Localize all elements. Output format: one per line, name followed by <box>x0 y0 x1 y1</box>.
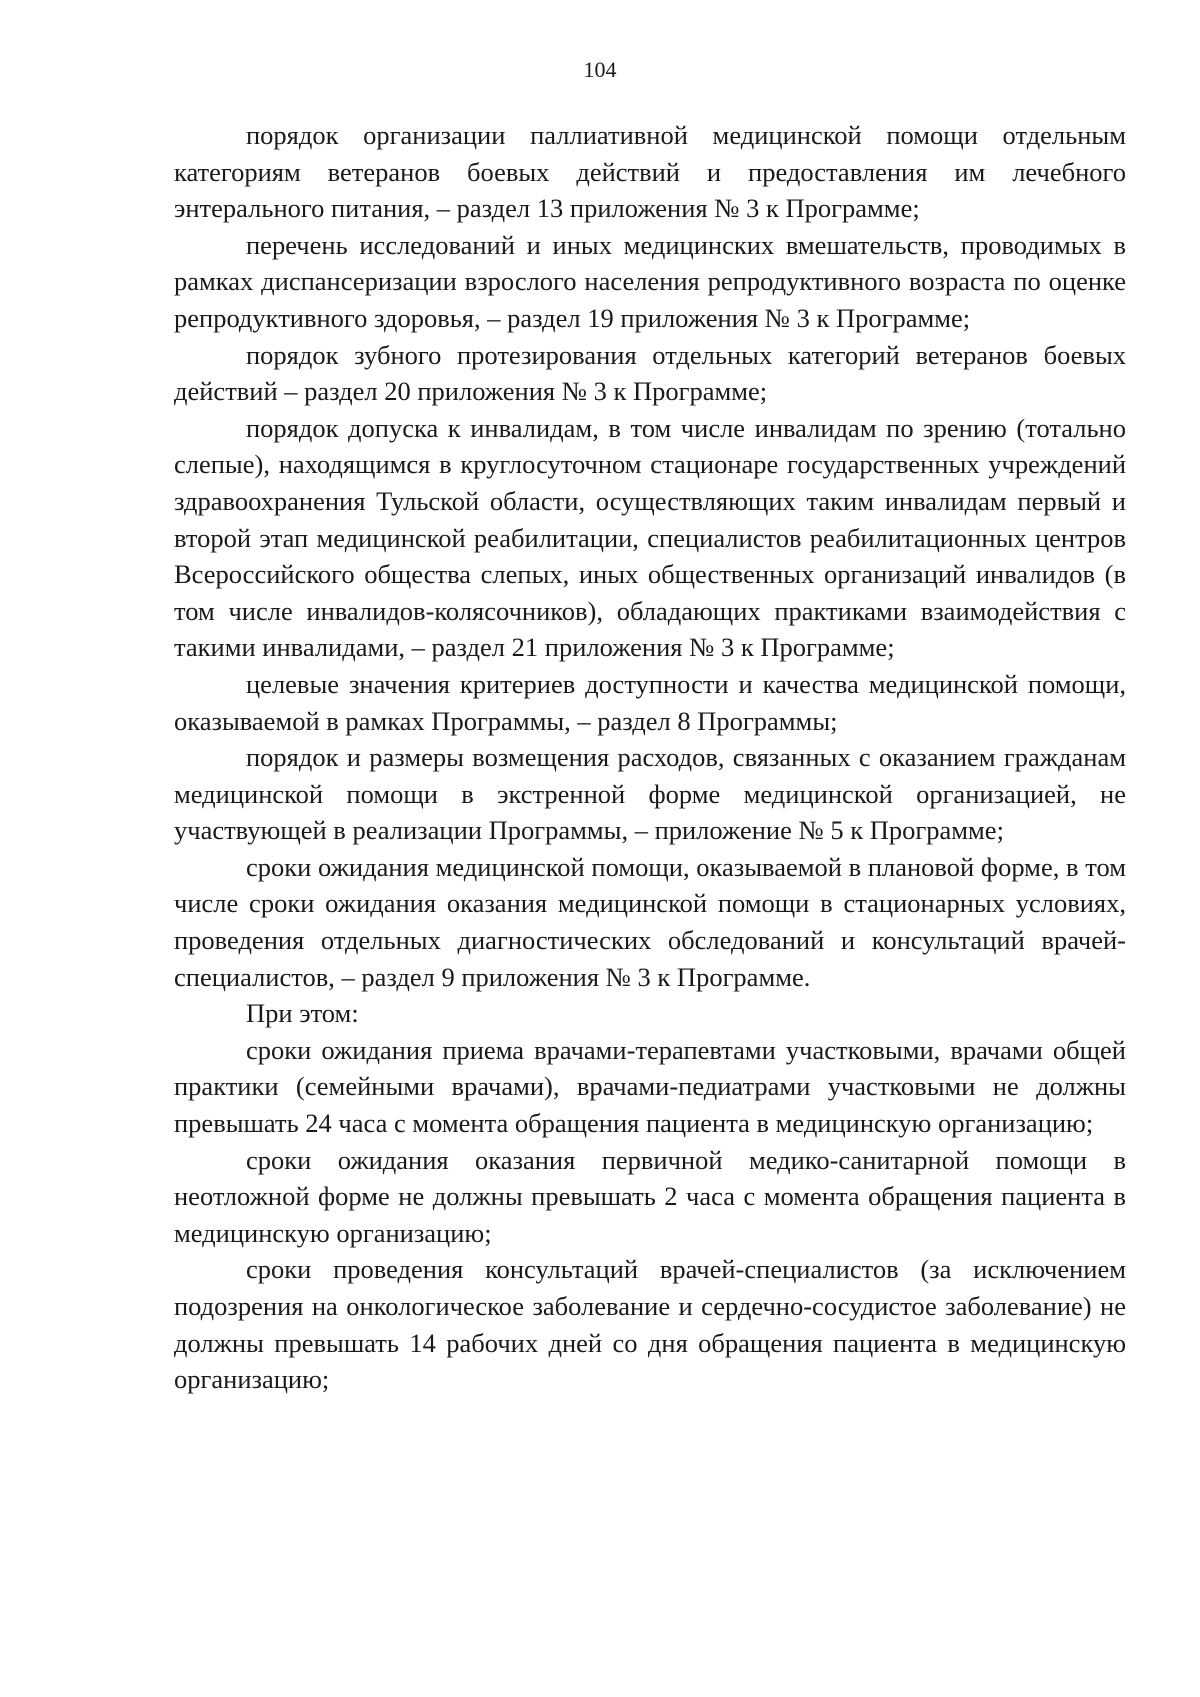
paragraph-palliative-care: порядок организации паллиативной медицинской помощи отдельным категориям ветеранов боевых действий и предоставления им лечебного энтерального питания, – раздел 13 приложения № 3 к Программе; <box>174 120 1126 224</box>
paragraph-reproductive-screening: перечень исследований и иных медицинских вмешательств, проводимых в рамках диспансеризации взрослого населения репродуктивного возраста по оценке репродуктивного здоровья, – раздел 19 приложения № 3 к Программе; <box>174 229 1126 333</box>
paragraph-therapist-waiting: сроки ожидания приема врачами-терапевтами участковыми, врачами общей практики (семейными врачами), врачами-педиатрами участковыми не должны превышать 24 часа с момента обращения пациента в медицинскую организацию; <box>174 1034 1126 1139</box>
paragraph-dental-prosthetics: порядок зубного протезирования отдельных категорий ветеранов боевых действий – раздел 20 приложения № 3 к Программе; <box>174 339 1126 407</box>
paragraph-intro-note: При этом: <box>246 998 359 1029</box>
paragraph-disabled-access: порядок допуска к инвалидам, в том числе инвалидам по зрению (тотально слепые), находящимся в круглосуточном стационаре государственных учреждений здравоохранения Тульской области, осуществляющих таким инвалидам первый и второй этап медицинской реабилитации, специалистов реабилитационных центров Всероссийского общества слепых, иных общественных организаций инвалидов (в том числе инвалидов-колясочников), обладающих практиками взаимодействия с такими инвалидами, – раздел 21 приложения № 3 к Программе; <box>174 412 1126 663</box>
paragraph-emergency-reimbursement: порядок и размеры возмещения расходов, связанных с оказанием гражданам медицинской помощи в экстренной форме медицинской организацией, не участвующей в реализации Программы, – приложение № 5 к Программе; <box>174 742 1126 846</box>
paragraph-urgent-care-waiting: сроки ожидания оказания первичной медико-санитарной помощи в неотложной форме не должны превышать 2 часа с момента обращения пациента в медицинскую организацию; <box>174 1144 1126 1248</box>
paragraph-target-criteria: целевые значения критериев доступности и качества медицинской помощи, оказываемой в рамках Программы, – раздел 8 Программы; <box>174 668 1126 736</box>
paragraph-specialist-consultation: сроки проведения консультаций врачей-специалистов (за исключением подозрения на онкологическое заболевание и сердечно-сосудистое заболевание) не должны превышать 14 рабочих дней со дня обращения пациента в медицинскую организацию; <box>174 1254 1126 1395</box>
page-number: 104 <box>583 57 617 82</box>
document-body <box>174 117 1126 1398</box>
paragraph-waiting-times: сроки ожидания медицинской помощи, оказываемой в плановой форме, в том числе сроки ожидания оказания медицинской помощи в стационарных условиях, проведения отдельных диагностических обследований и консультаций врачей-специалистов, – раздел 9 приложения № 3 к Программе. <box>174 851 1126 992</box>
